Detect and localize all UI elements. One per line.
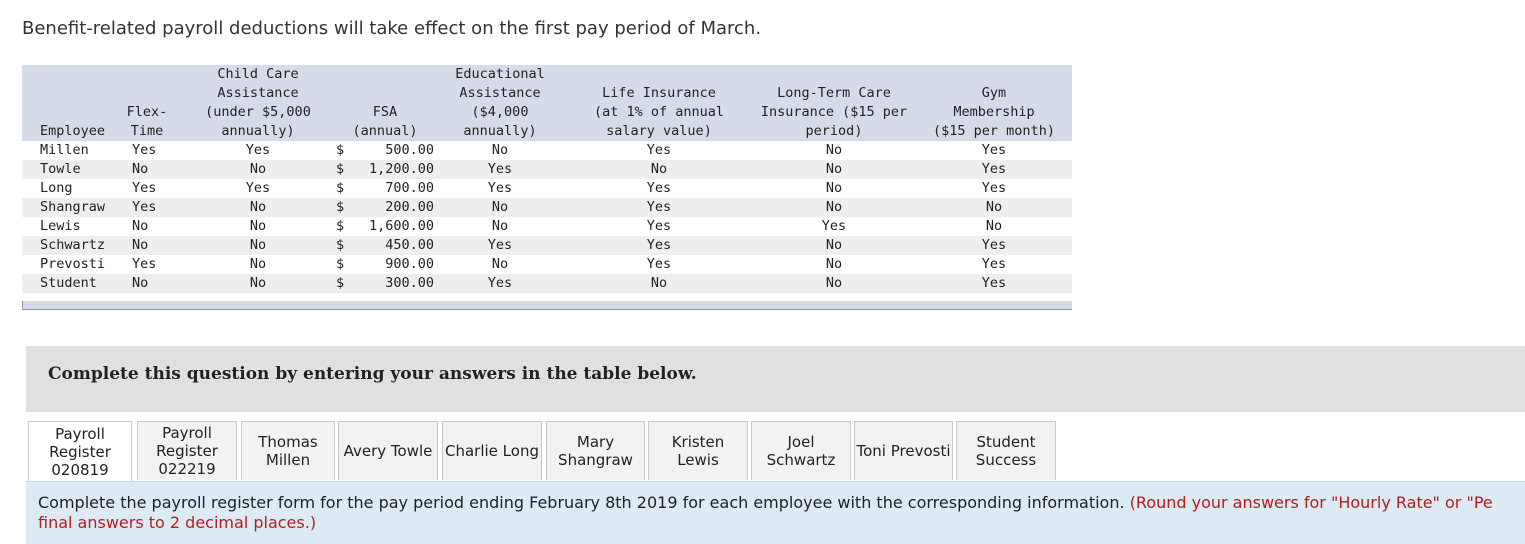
- cell-flex: Yes: [132, 142, 157, 158]
- cell-employee: Lewis: [40, 218, 81, 234]
- cell-edu: Yes: [487, 161, 513, 177]
- cell-fsa-sym: $: [336, 199, 345, 215]
- tab-label-line: Joel: [787, 433, 815, 451]
- cell-life: Yes: [646, 180, 672, 196]
- cell-fsa: 900.00: [385, 256, 434, 272]
- tab-label-line: Success: [975, 451, 1037, 469]
- header-childcare: [196, 65, 320, 141]
- task-rounding-note-line2: final answers to 2 decimal places.): [38, 513, 317, 532]
- cell-ltc: No: [825, 199, 843, 215]
- tab-label-line: Payroll: [162, 424, 212, 442]
- header-edu-line: annually): [463, 123, 537, 139]
- tab-toni-prevosti[interactable]: [854, 421, 953, 480]
- tab-label: [445, 442, 539, 460]
- tab-label: [344, 442, 433, 460]
- header-childcare-line: Assistance: [217, 85, 299, 101]
- cell-childcare: No: [249, 237, 267, 253]
- header-life: [582, 84, 736, 141]
- benefits-table-header: [22, 65, 1072, 141]
- benefits-table-body: [22, 141, 1072, 293]
- cell-flex: No: [132, 161, 149, 177]
- tab-label-line: Kristen: [671, 433, 725, 451]
- cell-edu: No: [491, 199, 509, 215]
- table-row: [22, 274, 1072, 293]
- tab-label-line: Lewis: [677, 451, 719, 469]
- header-fsa: [342, 103, 428, 141]
- header-ltc-line: period): [805, 123, 863, 139]
- table-row: [22, 179, 1072, 198]
- cell-childcare: No: [249, 161, 267, 177]
- instruction-text: Complete this question by entering your answers in the table below.: [48, 364, 697, 384]
- header-flex: [122, 103, 172, 141]
- cell-flex: No: [132, 275, 149, 291]
- cell-flex: Yes: [132, 199, 157, 215]
- cell-fsa: 200.00: [385, 199, 434, 215]
- cell-edu: No: [491, 256, 509, 272]
- cell-childcare: No: [249, 218, 267, 234]
- table-row: [22, 217, 1072, 236]
- tab-kristen-lewis[interactable]: [648, 421, 748, 480]
- cell-childcare: Yes: [245, 180, 271, 196]
- cell-childcare: Yes: [245, 142, 271, 158]
- header-life-line: Life Insurance: [602, 85, 716, 101]
- header-edu-line: Educational: [455, 66, 545, 82]
- cell-fsa-sym: $: [336, 180, 345, 196]
- tab-thomas-millen[interactable]: [241, 421, 335, 480]
- cell-ltc: No: [825, 180, 843, 196]
- cell-employee: Millen: [40, 142, 89, 158]
- cell-gym: Yes: [981, 256, 1007, 272]
- table-row: [22, 255, 1072, 274]
- cell-gym: Yes: [981, 180, 1007, 196]
- cell-ltc: No: [825, 275, 843, 291]
- cell-ltc: No: [825, 237, 843, 253]
- cell-flex: Yes: [132, 256, 157, 272]
- header-life-line: salary value): [606, 123, 712, 139]
- cell-ltc: No: [825, 161, 843, 177]
- tab-label-line: Schwartz: [766, 451, 836, 469]
- cell-fsa-sym: $: [336, 237, 345, 253]
- tab-avery-towle[interactable]: [338, 421, 438, 480]
- tab-label: [49, 425, 111, 479]
- table-row: [22, 160, 1072, 179]
- cell-employee: Shangraw: [40, 199, 106, 215]
- cell-gym: No: [985, 199, 1003, 215]
- cell-edu: Yes: [487, 237, 513, 253]
- header-edu-line: Assistance: [459, 85, 541, 101]
- cell-ltc: No: [825, 142, 843, 158]
- cell-life: No: [650, 275, 668, 291]
- header-ltc-line: Long-Term Care: [777, 85, 891, 101]
- cell-employee: Prevosti: [40, 256, 106, 272]
- tab-label: [857, 442, 951, 460]
- tab-label-line: 020819: [51, 460, 109, 479]
- cell-life: No: [650, 161, 668, 177]
- cell-life: Yes: [646, 199, 672, 215]
- header-childcare-line: (under $5,000: [205, 104, 311, 120]
- cell-gym: No: [985, 218, 1003, 234]
- cell-fsa: 450.00: [385, 237, 434, 253]
- tab-payroll-register-022219[interactable]: [137, 421, 237, 480]
- cell-edu: No: [491, 218, 509, 234]
- tab-label-line: Register: [156, 442, 218, 460]
- tab-label: [672, 433, 725, 469]
- tab-student-success[interactable]: [956, 421, 1056, 480]
- cell-childcare: No: [249, 199, 267, 215]
- header-childcare-line: Child Care: [217, 66, 299, 82]
- cell-fsa-sym: $: [336, 161, 345, 177]
- header-fsa-line: FSA: [372, 104, 398, 120]
- cell-ltc: Yes: [821, 218, 847, 234]
- tab-label-line: Student: [976, 433, 1036, 451]
- instruction-bar: [26, 346, 1525, 412]
- cell-gym: Yes: [981, 275, 1007, 291]
- cell-edu: Yes: [487, 180, 513, 196]
- cell-employee: Towle: [40, 161, 81, 177]
- tab-mary-shangraw[interactable]: [546, 421, 645, 480]
- cell-edu: Yes: [487, 275, 513, 291]
- header-gym-line: ($15 per month): [933, 123, 1055, 139]
- cell-life: Yes: [646, 237, 672, 253]
- cell-fsa: 500.00: [385, 142, 434, 158]
- tab-label-line: Shangraw: [558, 451, 633, 469]
- cell-fsa: 700.00: [385, 180, 434, 196]
- header-life-line: (at 1% of annual: [593, 104, 725, 120]
- task-panel: [26, 481, 1525, 544]
- benefits-table: [22, 65, 1072, 310]
- cell-gym: Yes: [981, 142, 1007, 158]
- task-main-text: Complete the payroll register form for the pay period ending February 8th 2019 for each employee with the corresponding information.: [38, 493, 1130, 512]
- cell-childcare: No: [249, 275, 267, 291]
- header-employee: [40, 122, 116, 141]
- tab-label: [558, 433, 633, 469]
- tab-label-line: Payroll: [55, 424, 105, 443]
- cell-employee: Schwartz: [40, 237, 106, 253]
- cell-fsa-sym: $: [336, 275, 345, 291]
- tab-label-line: 022219: [158, 460, 216, 478]
- header-edu: [444, 65, 556, 141]
- header-gym-line: Gym: [981, 85, 1007, 101]
- header-gym: [926, 84, 1062, 141]
- tab-label-line: Charlie Long: [445, 442, 539, 460]
- tab-label: [258, 433, 317, 469]
- cell-fsa: 300.00: [385, 275, 434, 291]
- cell-life: Yes: [646, 218, 672, 234]
- cell-gym: Yes: [981, 161, 1007, 177]
- tab-joel-schwartz[interactable]: [751, 421, 851, 480]
- header-flex-line: Time: [130, 123, 164, 139]
- table-row: [22, 236, 1072, 255]
- header-employee-line: Employee: [40, 123, 106, 139]
- tab-payroll-register-020819[interactable]: [28, 421, 132, 481]
- cell-employee: Student: [40, 275, 97, 291]
- cell-childcare: No: [249, 256, 267, 272]
- intro-text: Benefit-related payroll deductions will take effect on the first pay period of March.: [22, 18, 762, 39]
- cell-edu: No: [491, 142, 509, 158]
- task-instructions: [38, 493, 1518, 533]
- cell-fsa-sym: $: [336, 256, 345, 272]
- table-row: [22, 198, 1072, 217]
- cell-fsa-sym: $: [336, 142, 345, 158]
- cell-life: Yes: [646, 142, 672, 158]
- task-rounding-note: (Round your answers for "Hourly Rate" or "Pe: [1129, 493, 1493, 512]
- header-fsa-line: (annual): [352, 123, 418, 139]
- table-scrollbar[interactable]: [22, 301, 1072, 310]
- cell-fsa-sym: $: [336, 218, 345, 234]
- cell-fsa: 1,200.00: [368, 161, 434, 177]
- tab-label-line: Toni Prevosti: [856, 442, 951, 460]
- table-row: [22, 141, 1072, 160]
- cell-flex: No: [132, 218, 149, 234]
- cell-flex: No: [132, 237, 149, 253]
- cell-gym: Yes: [981, 237, 1007, 253]
- cell-flex: Yes: [132, 180, 157, 196]
- tab-label-line: Register: [49, 442, 111, 461]
- tab-label-line: Mary: [576, 433, 615, 451]
- header-ltc-line: Insurance ($15 per: [760, 104, 908, 120]
- header-edu-line: ($4,000: [471, 104, 529, 120]
- header-flex-line: Flex-: [126, 104, 168, 120]
- tab-label-line: Thomas: [258, 433, 318, 451]
- tab-label-line: Avery Towle: [343, 442, 433, 460]
- cell-life: Yes: [646, 256, 672, 272]
- cell-ltc: No: [825, 256, 843, 272]
- header-childcare-line: annually): [221, 123, 295, 139]
- header-ltc: [748, 84, 920, 141]
- tab-label: [156, 424, 218, 478]
- tab-label: [767, 433, 836, 469]
- cell-fsa: 1,600.00: [368, 218, 434, 234]
- tab-label: [976, 433, 1036, 469]
- cell-employee: Long: [40, 180, 73, 196]
- tab-label-line: Millen: [265, 451, 311, 469]
- header-gym-line: Membership: [953, 104, 1035, 120]
- tab-charlie-long[interactable]: [442, 421, 542, 480]
